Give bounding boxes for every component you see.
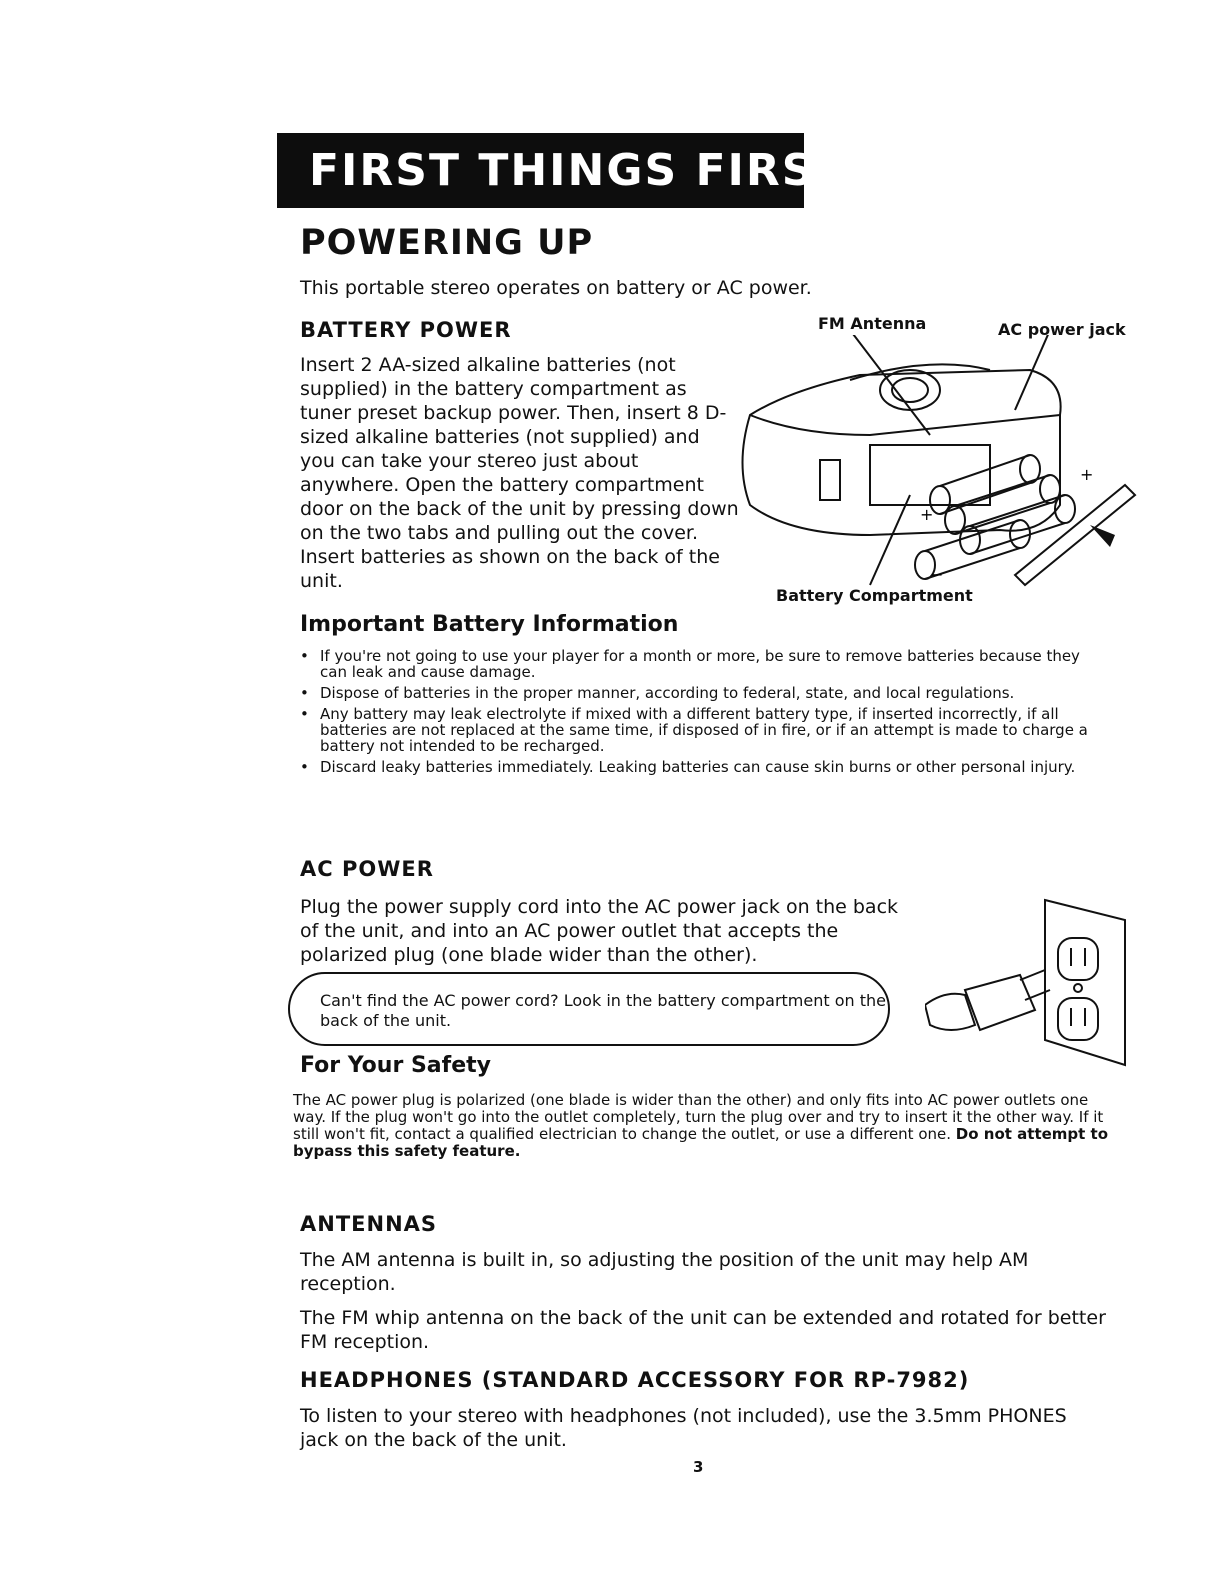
antennas-p1: The AM antenna is built in, so adjusting the position of the unit may help AM reception. bbox=[300, 1249, 1029, 1295]
battery-heading: BATTERY POWER bbox=[300, 318, 512, 342]
list-item: • Any battery may leak electrolyte if mixed with a different battery type, if inserted incorrectly, if all batteries are not replaced at the same time, if disposed of in fire, or if an attempt is made to charge a battery not intended to be recharged. bbox=[300, 706, 1110, 754]
list-item: • If you're not going to use your player for a month or more, be sure to remove batteries because they can leak and cause damage. bbox=[300, 648, 1110, 680]
plug-body bbox=[965, 975, 1035, 1030]
headphones-body: To listen to your stereo with headphones (not included), use the 3.5mm PHONES jack on the back of the unit. bbox=[300, 1405, 1067, 1451]
outlet-illustration bbox=[925, 890, 1135, 1070]
ac-body: Plug the power supply cord into the AC power jack on the back of the unit, and into an AC power outlet that accepts the polarized plug (one blade wider than the other). bbox=[300, 896, 899, 966]
compartment-leader-line bbox=[870, 495, 910, 585]
side-panel bbox=[820, 460, 840, 500]
boombox-body bbox=[743, 370, 1061, 535]
important-list bbox=[300, 648, 1110, 780]
ac-leader-line bbox=[1015, 335, 1050, 410]
fm-antenna-label: FM Antenna bbox=[818, 314, 927, 333]
section-banner: FIRST THINGS FIRST bbox=[277, 133, 804, 208]
compartment-cover bbox=[1015, 485, 1135, 585]
page-number: 3 bbox=[693, 1458, 704, 1476]
antennas-p2: The FM whip antenna on the back of the unit can be extended and rotated for better FM reception. bbox=[300, 1307, 1106, 1353]
safety-heading: For Your Safety bbox=[300, 1053, 491, 1078]
boombox-top-edge bbox=[750, 415, 1060, 435]
intro-text: This portable stereo operates on battery or AC power. bbox=[300, 277, 812, 299]
list-item: • Dispose of batteries in the proper manner, according to federal, state, and local regulations. bbox=[300, 685, 1110, 701]
antennas-heading: ANTENNAS bbox=[300, 1212, 438, 1236]
fm-leader-line bbox=[850, 335, 930, 435]
outlet-bottom bbox=[1058, 998, 1098, 1040]
speaker-cone bbox=[892, 378, 928, 402]
page-title: POWERING UP bbox=[300, 223, 594, 263]
callout-text: Can't find the AC power cord? Look in the battery compartment on the back of the unit. bbox=[320, 991, 887, 1030]
callout-box bbox=[288, 972, 890, 1046]
battery-body: Insert 2 AA-sized alkaline batteries (not supplied) in the battery compartment as tuner preset backup power. Then, insert 8 D-sized alkaline batteries (not supplied) and you can take your stereo just about anywhere. Open the battery compartment door on the back of the unit by pressing down on the two tabs and pulling out the cover. Insert batteries as shown on the back of the unit. bbox=[300, 354, 739, 592]
insert-arrow bbox=[1090, 525, 1115, 547]
ac-heading: AC POWER bbox=[300, 857, 434, 881]
battery-compartment-label: Battery Compartment bbox=[776, 586, 973, 605]
ac-jack-label: AC power jack bbox=[998, 320, 1126, 339]
boombox-diagram bbox=[730, 335, 1150, 595]
speaker-grill bbox=[880, 370, 940, 410]
important-heading: Important Battery Information bbox=[300, 612, 679, 637]
safety-warning: Do not attempt to bypass this safety feature. bbox=[293, 1125, 1109, 1160]
outlet-top bbox=[1058, 938, 1098, 980]
blade-1 bbox=[1020, 970, 1045, 980]
headphones-heading: HEADPHONES (STANDARD ACCESSORY FOR RP-7982) bbox=[300, 1368, 970, 1392]
minus-sign: − bbox=[930, 565, 944, 584]
safety-body bbox=[293, 1092, 1123, 1160]
plus-sign-2: + bbox=[1080, 465, 1094, 484]
plus-sign: + bbox=[920, 505, 934, 524]
safety-text: The AC power plug is polarized (one blade is wider than the other) and only fits into AC power outlets one way. If the plug won't go into the outlet completely, turn the plug over and try to insert it the other way. If it still won't fit, contact a qualified electrician to change the outlet, or use a different one. bbox=[293, 1091, 1104, 1143]
list-item: • Discard leaky batteries immediately. Leaking batteries can cause skin burns or other personal injury. bbox=[300, 759, 1110, 775]
